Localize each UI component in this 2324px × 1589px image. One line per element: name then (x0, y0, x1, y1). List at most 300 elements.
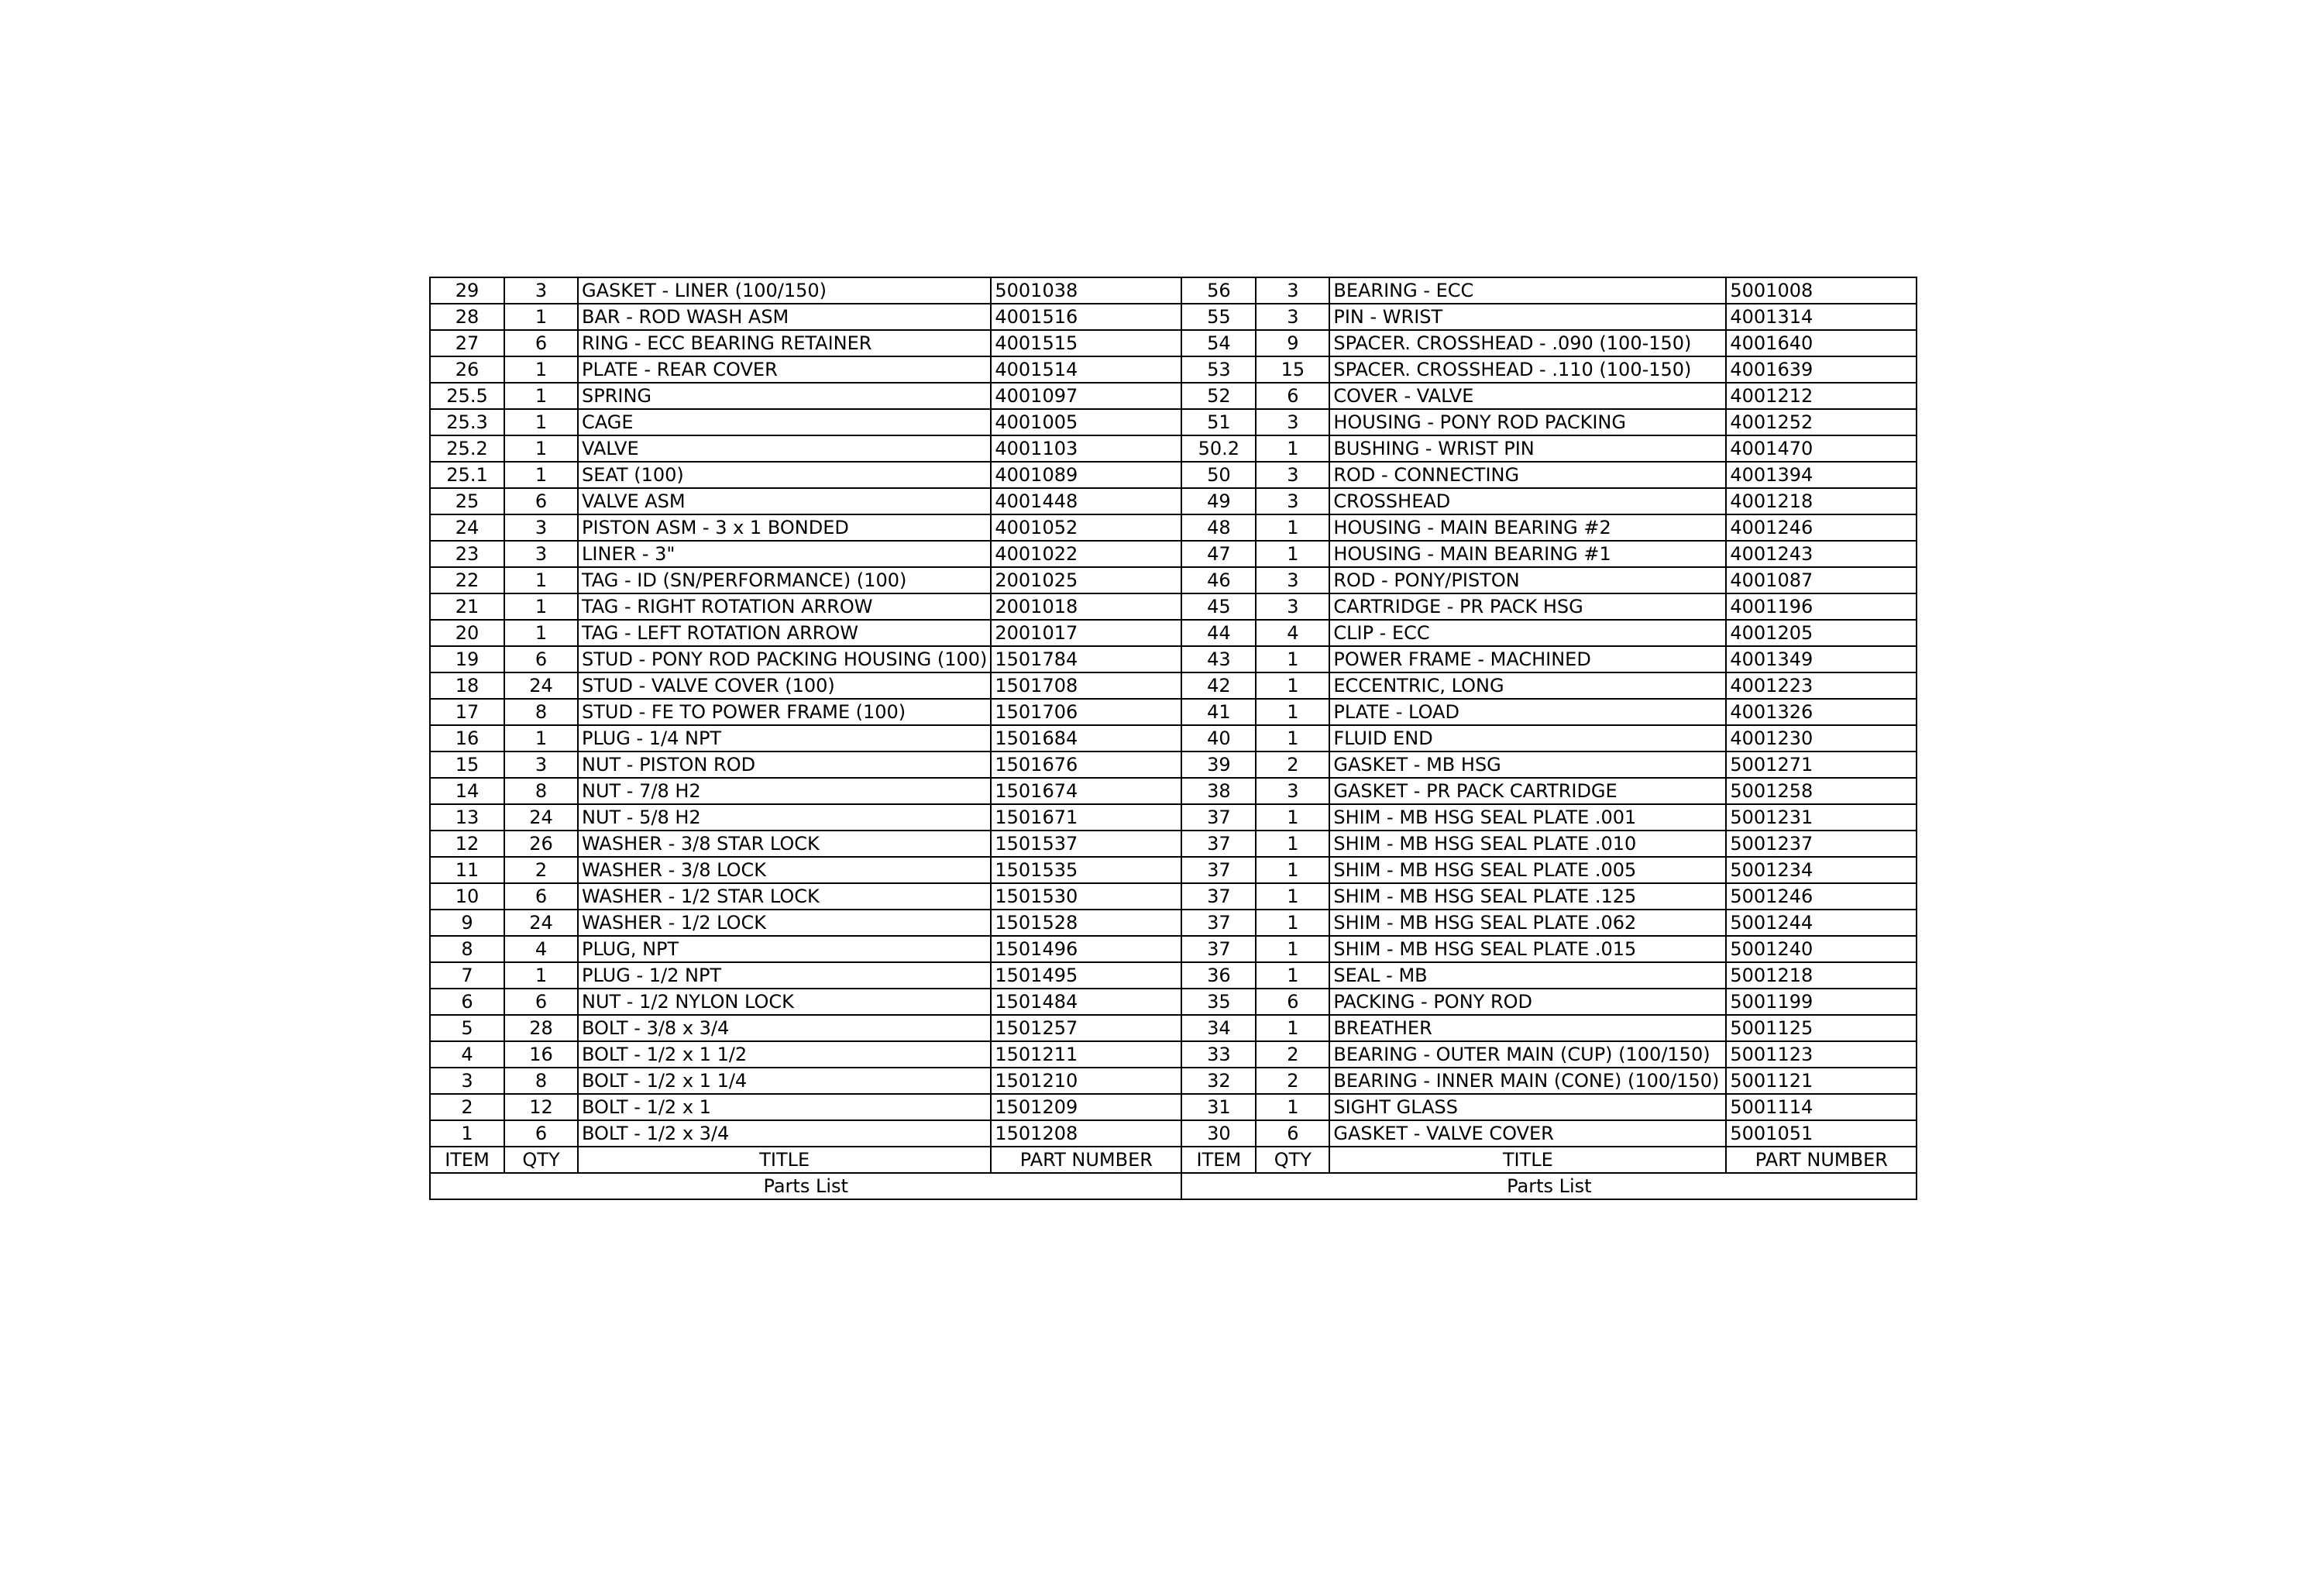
part-number-cell: 5001123 (1726, 1041, 1917, 1068)
table-row (431, 356, 1181, 383)
title-cell: BOLT - 1/2 x 1 1/2 (578, 1041, 991, 1068)
part-number-cell: 4001218 (1726, 488, 1917, 514)
part-number-cell: 4001005 (991, 409, 1181, 435)
item-cell: 18 (431, 672, 504, 699)
title-cell: PLUG, NPT (578, 936, 991, 962)
qty-cell: 6 (504, 330, 578, 356)
title-cell: SPRING (578, 383, 991, 409)
qty-cell: 16 (504, 1041, 578, 1068)
item-cell: 27 (431, 330, 504, 356)
part-number-cell: 4001230 (1726, 725, 1917, 752)
table-row (431, 330, 1181, 356)
part-number-cell: 4001314 (1726, 304, 1917, 330)
part-number-cell: 5001199 (1726, 989, 1917, 1015)
part-number-cell: 4001448 (991, 488, 1181, 514)
title-cell: GASKET - VALVE COVER (1329, 1120, 1726, 1147)
part-number-cell: 1501530 (991, 883, 1181, 910)
qty-cell: 1 (504, 462, 578, 488)
item-cell: 10 (431, 883, 504, 910)
qty-cell: 24 (504, 804, 578, 831)
title-cell: GASKET - LINER (100/150) (578, 278, 991, 304)
table-row (1182, 1015, 1917, 1041)
title-cell: TAG - LEFT ROTATION ARROW (578, 620, 991, 646)
qty-cell: 12 (504, 1094, 578, 1120)
title-cell: HOUSING - MAIN BEARING #2 (1329, 514, 1726, 541)
part-number-cell: 4001349 (1726, 646, 1917, 672)
title-cell: STUD - VALVE COVER (100) (578, 672, 991, 699)
title-cell: BOLT - 1/2 x 3/4 (578, 1120, 991, 1147)
qty-cell: 1 (1256, 541, 1329, 567)
table-row (431, 514, 1181, 541)
title-cell: VALVE (578, 435, 991, 462)
title-cell: SEAT (100) (578, 462, 991, 488)
part-number-cell: 4001516 (991, 304, 1181, 330)
item-cell: 17 (431, 699, 504, 725)
part-number-cell: 2001025 (991, 567, 1181, 593)
part-number-cell: 4001394 (1726, 462, 1917, 488)
part-number-cell: 1501708 (991, 672, 1181, 699)
item-cell: 50.2 (1182, 435, 1256, 462)
parts-list-sheet (429, 277, 1917, 1200)
table-row (1182, 910, 1917, 936)
table-row (431, 383, 1181, 409)
table-row (1182, 620, 1917, 646)
title-cell: FLUID END (1329, 725, 1726, 752)
part-number-cell: 4001205 (1726, 620, 1917, 646)
part-number-cell: 1501784 (991, 646, 1181, 672)
table-row (431, 567, 1181, 593)
qty-cell: 1 (1256, 699, 1329, 725)
part-number-cell: 2001018 (991, 593, 1181, 620)
part-number-cell: 4001022 (991, 541, 1181, 567)
qty-cell: 1 (1256, 725, 1329, 752)
title-cell: BOLT - 1/2 x 1 1/4 (578, 1068, 991, 1094)
table-row (1182, 699, 1917, 725)
item-cell: 32 (1182, 1068, 1256, 1094)
item-cell: 20 (431, 620, 504, 646)
title-cell: NUT - 1/2 NYLON LOCK (578, 989, 991, 1015)
item-cell: 12 (431, 831, 504, 857)
qty-cell: 1 (1256, 1015, 1329, 1041)
qty-cell: 1 (1256, 910, 1329, 936)
part-number-cell: 1501676 (991, 752, 1181, 778)
qty-cell: 1 (1256, 883, 1329, 910)
item-cell: 45 (1182, 593, 1256, 620)
qty-cell: 1 (504, 304, 578, 330)
part-number-cell: 1501537 (991, 831, 1181, 857)
item-cell: 41 (1182, 699, 1256, 725)
title-cell: TAG - RIGHT ROTATION ARROW (578, 593, 991, 620)
qty-cell: 1 (504, 567, 578, 593)
part-number-cell: 4001243 (1726, 541, 1917, 567)
part-number-cell: 1501496 (991, 936, 1181, 962)
title-cell: SHIM - MB HSG SEAL PLATE .125 (1329, 883, 1726, 910)
item-cell: 37 (1182, 910, 1256, 936)
table-row (1182, 541, 1917, 567)
qty-cell: 6 (504, 488, 578, 514)
qty-cell: 3 (1256, 488, 1329, 514)
part-number-cell: 4001639 (1726, 356, 1917, 383)
column-header-row (431, 1147, 1181, 1173)
table-row (1182, 383, 1917, 409)
qty-cell: 1 (1256, 804, 1329, 831)
part-number-cell: 4001515 (991, 330, 1181, 356)
parts-list-body (431, 278, 1181, 1199)
part-number-cell: 5001246 (1726, 883, 1917, 910)
part-number-cell: 4001052 (991, 514, 1181, 541)
table-row (431, 989, 1181, 1015)
qty-cell: 1 (504, 962, 578, 989)
table-row (431, 910, 1181, 936)
item-cell: 24 (431, 514, 504, 541)
item-cell: 31 (1182, 1094, 1256, 1120)
item-cell: 40 (1182, 725, 1256, 752)
part-number-cell: 1501210 (991, 1068, 1181, 1094)
part-number-cell: 4001103 (991, 435, 1181, 462)
table-caption-row (431, 1173, 1181, 1199)
table-row (431, 1094, 1181, 1120)
table-row (1182, 831, 1917, 857)
table-row (431, 488, 1181, 514)
qty-cell: 3 (1256, 409, 1329, 435)
part-number-cell: 1501528 (991, 910, 1181, 936)
item-cell: 52 (1182, 383, 1256, 409)
title-cell: TAG - ID (SN/PERFORMANCE) (100) (578, 567, 991, 593)
title-cell: RING - ECC BEARING RETAINER (578, 330, 991, 356)
part-number-cell: 1501208 (991, 1120, 1181, 1147)
table-row (431, 1068, 1181, 1094)
title-cell: NUT - 5/8 H2 (578, 804, 991, 831)
title-cell: GASKET - MB HSG (1329, 752, 1726, 778)
qty-cell: 1 (1256, 514, 1329, 541)
table-caption-row (1182, 1173, 1917, 1199)
part-number-cell: 4001246 (1726, 514, 1917, 541)
title-cell: ROD - CONNECTING (1329, 462, 1726, 488)
title-cell: PLATE - REAR COVER (578, 356, 991, 383)
item-cell: 33 (1182, 1041, 1256, 1068)
title-cell: SHIM - MB HSG SEAL PLATE .001 (1329, 804, 1726, 831)
item-cell: 23 (431, 541, 504, 567)
title-cell: SHIM - MB HSG SEAL PLATE .062 (1329, 910, 1726, 936)
parts-list-table-right (1182, 278, 1917, 1200)
table-row (431, 936, 1181, 962)
title-cell: SHIM - MB HSG SEAL PLATE .010 (1329, 831, 1726, 857)
column-header-item: ITEM (431, 1147, 504, 1173)
item-cell: 28 (431, 304, 504, 330)
item-cell: 13 (431, 804, 504, 831)
table-row (1182, 304, 1917, 330)
item-cell: 30 (1182, 1120, 1256, 1147)
qty-cell: 1 (1256, 1094, 1329, 1120)
title-cell: ROD - PONY/PISTON (1329, 567, 1726, 593)
table-row (431, 278, 1181, 304)
part-number-cell: 5001038 (991, 278, 1181, 304)
qty-cell: 6 (504, 883, 578, 910)
table-caption: Parts List (431, 1173, 1181, 1199)
item-cell: 14 (431, 778, 504, 804)
item-cell: 29 (431, 278, 504, 304)
part-number-cell: 4001326 (1726, 699, 1917, 725)
item-cell: 37 (1182, 883, 1256, 910)
qty-cell: 3 (1256, 778, 1329, 804)
column-header-qty: QTY (1256, 1147, 1329, 1173)
part-number-cell: 1501671 (991, 804, 1181, 831)
part-number-cell: 2001017 (991, 620, 1181, 646)
item-cell: 26 (431, 356, 504, 383)
item-cell: 25.3 (431, 409, 504, 435)
table-row (431, 804, 1181, 831)
column-header-part: PART NUMBER (991, 1147, 1181, 1173)
title-cell: SEAL - MB (1329, 962, 1726, 989)
item-cell: 6 (431, 989, 504, 1015)
table-row (431, 1120, 1181, 1147)
table-row (431, 435, 1181, 462)
item-cell: 48 (1182, 514, 1256, 541)
qty-cell: 2 (504, 857, 578, 883)
part-number-cell: 1501684 (991, 725, 1181, 752)
table-row (1182, 752, 1917, 778)
part-number-cell: 5001125 (1726, 1015, 1917, 1041)
qty-cell: 1 (1256, 672, 1329, 699)
title-cell: STUD - FE TO POWER FRAME (100) (578, 699, 991, 725)
part-number-cell: 4001470 (1726, 435, 1917, 462)
table-row (431, 672, 1181, 699)
part-number-cell: 1501706 (991, 699, 1181, 725)
item-cell: 56 (1182, 278, 1256, 304)
part-number-cell: 5001231 (1726, 804, 1917, 831)
qty-cell: 1 (504, 725, 578, 752)
part-number-cell: 1501209 (991, 1094, 1181, 1120)
qty-cell: 1 (1256, 646, 1329, 672)
part-number-cell: 4001196 (1726, 593, 1917, 620)
title-cell: WASHER - 3/8 LOCK (578, 857, 991, 883)
table-row (431, 857, 1181, 883)
table-row (1182, 330, 1917, 356)
table-row (1182, 804, 1917, 831)
title-cell: WASHER - 1/2 LOCK (578, 910, 991, 936)
item-cell: 25.2 (431, 435, 504, 462)
title-cell: PIN - WRIST (1329, 304, 1726, 330)
qty-cell: 1 (1256, 857, 1329, 883)
part-number-cell: 4001087 (1726, 567, 1917, 593)
qty-cell: 24 (504, 910, 578, 936)
part-number-cell: 4001223 (1726, 672, 1917, 699)
item-cell: 35 (1182, 989, 1256, 1015)
qty-cell: 3 (504, 278, 578, 304)
title-cell: NUT - 7/8 H2 (578, 778, 991, 804)
qty-cell: 4 (1256, 620, 1329, 646)
table-row (431, 541, 1181, 567)
qty-cell: 6 (1256, 989, 1329, 1015)
part-number-cell: 5001008 (1726, 278, 1917, 304)
title-cell: WASHER - 3/8 STAR LOCK (578, 831, 991, 857)
table-row (431, 883, 1181, 910)
title-cell: BEARING - INNER MAIN (CONE) (100/150) (1329, 1068, 1726, 1094)
qty-cell: 1 (504, 356, 578, 383)
part-number-cell: 4001212 (1726, 383, 1917, 409)
qty-cell: 6 (1256, 1120, 1329, 1147)
title-cell: HOUSING - MAIN BEARING #1 (1329, 541, 1726, 567)
qty-cell: 3 (1256, 278, 1329, 304)
part-number-cell: 4001089 (991, 462, 1181, 488)
item-cell: 19 (431, 646, 504, 672)
table-row (431, 646, 1181, 672)
qty-cell: 6 (504, 1120, 578, 1147)
column-header-part: PART NUMBER (1726, 1147, 1917, 1173)
item-cell: 9 (431, 910, 504, 936)
item-cell: 37 (1182, 936, 1256, 962)
item-cell: 39 (1182, 752, 1256, 778)
part-number-cell: 5001234 (1726, 857, 1917, 883)
title-cell: HOUSING - PONY ROD PACKING (1329, 409, 1726, 435)
item-cell: 46 (1182, 567, 1256, 593)
table-row (431, 725, 1181, 752)
qty-cell: 9 (1256, 330, 1329, 356)
qty-cell: 1 (504, 409, 578, 435)
item-cell: 54 (1182, 330, 1256, 356)
item-cell: 38 (1182, 778, 1256, 804)
table-row (1182, 435, 1917, 462)
table-row (1182, 857, 1917, 883)
item-cell: 16 (431, 725, 504, 752)
item-cell: 5 (431, 1015, 504, 1041)
table-row (1182, 488, 1917, 514)
title-cell: VALVE ASM (578, 488, 991, 514)
item-cell: 21 (431, 593, 504, 620)
item-cell: 15 (431, 752, 504, 778)
qty-cell: 2 (1256, 1041, 1329, 1068)
part-number-cell: 4001640 (1726, 330, 1917, 356)
qty-cell: 6 (504, 646, 578, 672)
item-cell: 49 (1182, 488, 1256, 514)
table-caption: Parts List (1182, 1173, 1917, 1199)
title-cell: CAGE (578, 409, 991, 435)
qty-cell: 1 (1256, 831, 1329, 857)
title-cell: SHIM - MB HSG SEAL PLATE .015 (1329, 936, 1726, 962)
part-number-cell: 1501484 (991, 989, 1181, 1015)
item-cell: 37 (1182, 831, 1256, 857)
part-number-cell: 4001097 (991, 383, 1181, 409)
item-cell: 36 (1182, 962, 1256, 989)
title-cell: BOLT - 3/8 x 3/4 (578, 1015, 991, 1041)
qty-cell: 3 (504, 752, 578, 778)
qty-cell: 4 (504, 936, 578, 962)
table-row (431, 752, 1181, 778)
item-cell: 51 (1182, 409, 1256, 435)
item-cell: 1 (431, 1120, 504, 1147)
title-cell: BREATHER (1329, 1015, 1726, 1041)
part-number-cell: 1501495 (991, 962, 1181, 989)
title-cell: LINER - 3" (578, 541, 991, 567)
item-cell: 53 (1182, 356, 1256, 383)
item-cell: 3 (431, 1068, 504, 1094)
qty-cell: 1 (1256, 435, 1329, 462)
qty-cell: 8 (504, 699, 578, 725)
title-cell: BUSHING - WRIST PIN (1329, 435, 1726, 462)
title-cell: BAR - ROD WASH ASM (578, 304, 991, 330)
table-row (431, 962, 1181, 989)
title-cell: ECCENTRIC, LONG (1329, 672, 1726, 699)
table-row (1182, 883, 1917, 910)
qty-cell: 2 (1256, 752, 1329, 778)
qty-cell: 1 (504, 383, 578, 409)
item-cell: 11 (431, 857, 504, 883)
title-cell: PISTON ASM - 3 x 1 BONDED (578, 514, 991, 541)
table-row (1182, 1041, 1917, 1068)
table-row (1182, 462, 1917, 488)
title-cell: PLATE - LOAD (1329, 699, 1726, 725)
title-cell: BEARING - ECC (1329, 278, 1726, 304)
table-row (1182, 409, 1917, 435)
table-row (1182, 936, 1917, 962)
parts-list-table-left (431, 278, 1182, 1200)
table-row (1182, 1094, 1917, 1120)
table-row (1182, 278, 1917, 304)
part-number-cell: 5001121 (1726, 1068, 1917, 1094)
table-row (1182, 1120, 1917, 1147)
qty-cell: 3 (1256, 304, 1329, 330)
title-cell: BEARING - OUTER MAIN (CUP) (100/150) (1329, 1041, 1726, 1068)
column-header-title: TITLE (1329, 1147, 1726, 1173)
table-row (1182, 778, 1917, 804)
qty-cell: 1 (1256, 962, 1329, 989)
title-cell: SHIM - MB HSG SEAL PLATE .005 (1329, 857, 1726, 883)
column-header-qty: QTY (504, 1147, 578, 1173)
title-cell: SPACER. CROSSHEAD - .090 (100-150) (1329, 330, 1726, 356)
item-cell: 2 (431, 1094, 504, 1120)
table-row (431, 620, 1181, 646)
item-cell: 42 (1182, 672, 1256, 699)
item-cell: 55 (1182, 304, 1256, 330)
table-row (1182, 593, 1917, 620)
title-cell: PACKING - PONY ROD (1329, 989, 1726, 1015)
qty-cell: 3 (504, 541, 578, 567)
table-row (1182, 514, 1917, 541)
item-cell: 34 (1182, 1015, 1256, 1041)
part-number-cell: 5001271 (1726, 752, 1917, 778)
qty-cell: 28 (504, 1015, 578, 1041)
title-cell: COVER - VALVE (1329, 383, 1726, 409)
title-cell: PLUG - 1/2 NPT (578, 962, 991, 989)
item-cell: 25 (431, 488, 504, 514)
qty-cell: 8 (504, 778, 578, 804)
part-number-cell: 5001237 (1726, 831, 1917, 857)
title-cell: SIGHT GLASS (1329, 1094, 1726, 1120)
qty-cell: 2 (1256, 1068, 1329, 1094)
part-number-cell: 1501211 (991, 1041, 1181, 1068)
part-number-cell: 5001240 (1726, 936, 1917, 962)
table-row (1182, 356, 1917, 383)
table-row (431, 1041, 1181, 1068)
qty-cell: 3 (504, 514, 578, 541)
part-number-cell: 5001114 (1726, 1094, 1917, 1120)
title-cell: CROSSHEAD (1329, 488, 1726, 514)
title-cell: BOLT - 1/2 x 1 (578, 1094, 991, 1120)
item-cell: 44 (1182, 620, 1256, 646)
qty-cell: 8 (504, 1068, 578, 1094)
qty-cell: 15 (1256, 356, 1329, 383)
title-cell: STUD - PONY ROD PACKING HOUSING (100) (578, 646, 991, 672)
item-cell: 25.5 (431, 383, 504, 409)
title-cell: CARTRIDGE - PR PACK HSG (1329, 593, 1726, 620)
title-cell: POWER FRAME - MACHINED (1329, 646, 1726, 672)
qty-cell: 1 (504, 593, 578, 620)
table-row (1182, 962, 1917, 989)
qty-cell: 26 (504, 831, 578, 857)
item-cell: 43 (1182, 646, 1256, 672)
qty-cell: 3 (1256, 567, 1329, 593)
part-number-cell: 4001252 (1726, 409, 1917, 435)
